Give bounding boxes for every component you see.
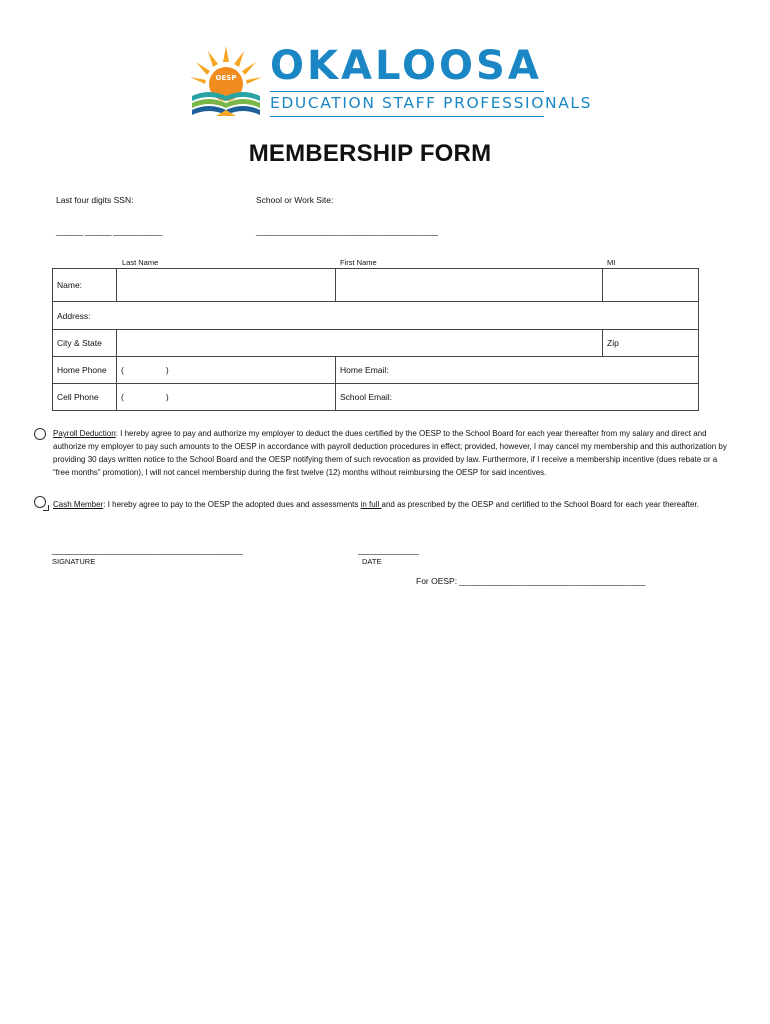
for-oesp-field[interactable]: ___________________________________________: [459, 576, 646, 586]
cell-phone-label: Cell Phone: [53, 384, 117, 411]
brand-tagline: EDUCATION STAFF PROFESSIONALS: [270, 94, 593, 112]
school-email-field[interactable]: [336, 384, 699, 411]
table-row: [53, 302, 699, 330]
cash-paragraph: [53, 498, 733, 511]
address-field[interactable]: [53, 302, 699, 330]
home-email-label: Home Email:: [340, 365, 389, 375]
first-name-field[interactable]: [336, 269, 603, 302]
payroll-text: : I hereby agree to pay and authorize my employer to deduct the dues certified by the OESP to the School Board for each year thereafter from my salary and direct and authorize my employer to pay such amounts to the OESP in accordance with payroll deduction procedures in effect; provided, however, I may cancel my membership and this authorization by providing 30 days written notice to the School Board and the OESP notifying them of such revocation as provided by law. Furthermore, if I receive a membership incentive (dues rebate or a “free months” promotion), I will not cancel membership during the first twelve (12) months without reimbursing the OESP for said incentives.: [53, 429, 727, 477]
zip-label: Zip: [607, 338, 619, 348]
member-info-table: [52, 268, 699, 411]
payroll-paragraph: [53, 427, 733, 479]
signature-label: SIGNATURE: [52, 557, 96, 566]
logo-badge-text: OESP: [215, 74, 237, 82]
paren-open: (: [121, 392, 124, 402]
city-state-label: City & State: [53, 330, 117, 357]
in-full-text: in full: [360, 500, 382, 509]
paren-close: ): [165, 365, 169, 375]
mi-field[interactable]: [603, 269, 699, 302]
cash-text-after: and as prescribed by the OESP and certified to the School Board for each year thereafter.: [381, 500, 699, 509]
home-phone-label: Home Phone: [53, 357, 117, 384]
school-email-label: School Email:: [340, 392, 392, 402]
cash-label: Cash Member: [53, 500, 104, 509]
brand-divider: [270, 91, 544, 92]
table-row: [53, 269, 699, 302]
ssn-blank-field[interactable]: ______ ______ ___________: [56, 226, 162, 236]
paren-open: (: [121, 365, 124, 375]
radio-check-mark-icon: [43, 505, 49, 511]
date-field[interactable]: ______________: [358, 545, 419, 555]
home-email-field[interactable]: [336, 357, 699, 384]
sun-book-logo-icon: [186, 44, 266, 120]
site-label: School or Work Site:: [256, 195, 334, 205]
city-state-field[interactable]: [117, 330, 603, 357]
date-label: DATE: [362, 557, 382, 566]
paren-close: ): [165, 392, 169, 402]
col-first-name: First Name: [340, 258, 377, 267]
site-blank-field[interactable]: _________________________________________: [256, 226, 438, 236]
ssn-label: Last four digits SSN:: [56, 195, 134, 205]
last-name-field[interactable]: [117, 269, 336, 302]
zip-field[interactable]: [603, 330, 699, 357]
brand-divider-bottom: [270, 116, 544, 117]
for-oesp-label: For OESP:: [416, 576, 458, 586]
table-row: [53, 330, 699, 357]
payroll-label: Payroll Deduction: [53, 429, 116, 438]
cell-phone-field[interactable]: [117, 384, 336, 411]
cash-text-before: : I hereby agree to pay to the OESP the adopted dues and assessments: [103, 500, 361, 509]
signature-field[interactable]: ____________________________________________: [52, 545, 243, 555]
col-last-name: Last Name: [122, 258, 159, 267]
table-row: [53, 384, 699, 411]
address-label: Address:: [57, 310, 91, 321]
col-mi: MI: [607, 258, 616, 267]
name-label: Name:: [53, 269, 117, 302]
page-title: MEMBERSHIP FORM: [248, 140, 492, 167]
brand-name: OKALOOSA: [270, 43, 542, 89]
table-row: [53, 357, 699, 384]
payroll-deduction-radio[interactable]: [34, 428, 46, 440]
home-phone-field[interactable]: [117, 357, 336, 384]
